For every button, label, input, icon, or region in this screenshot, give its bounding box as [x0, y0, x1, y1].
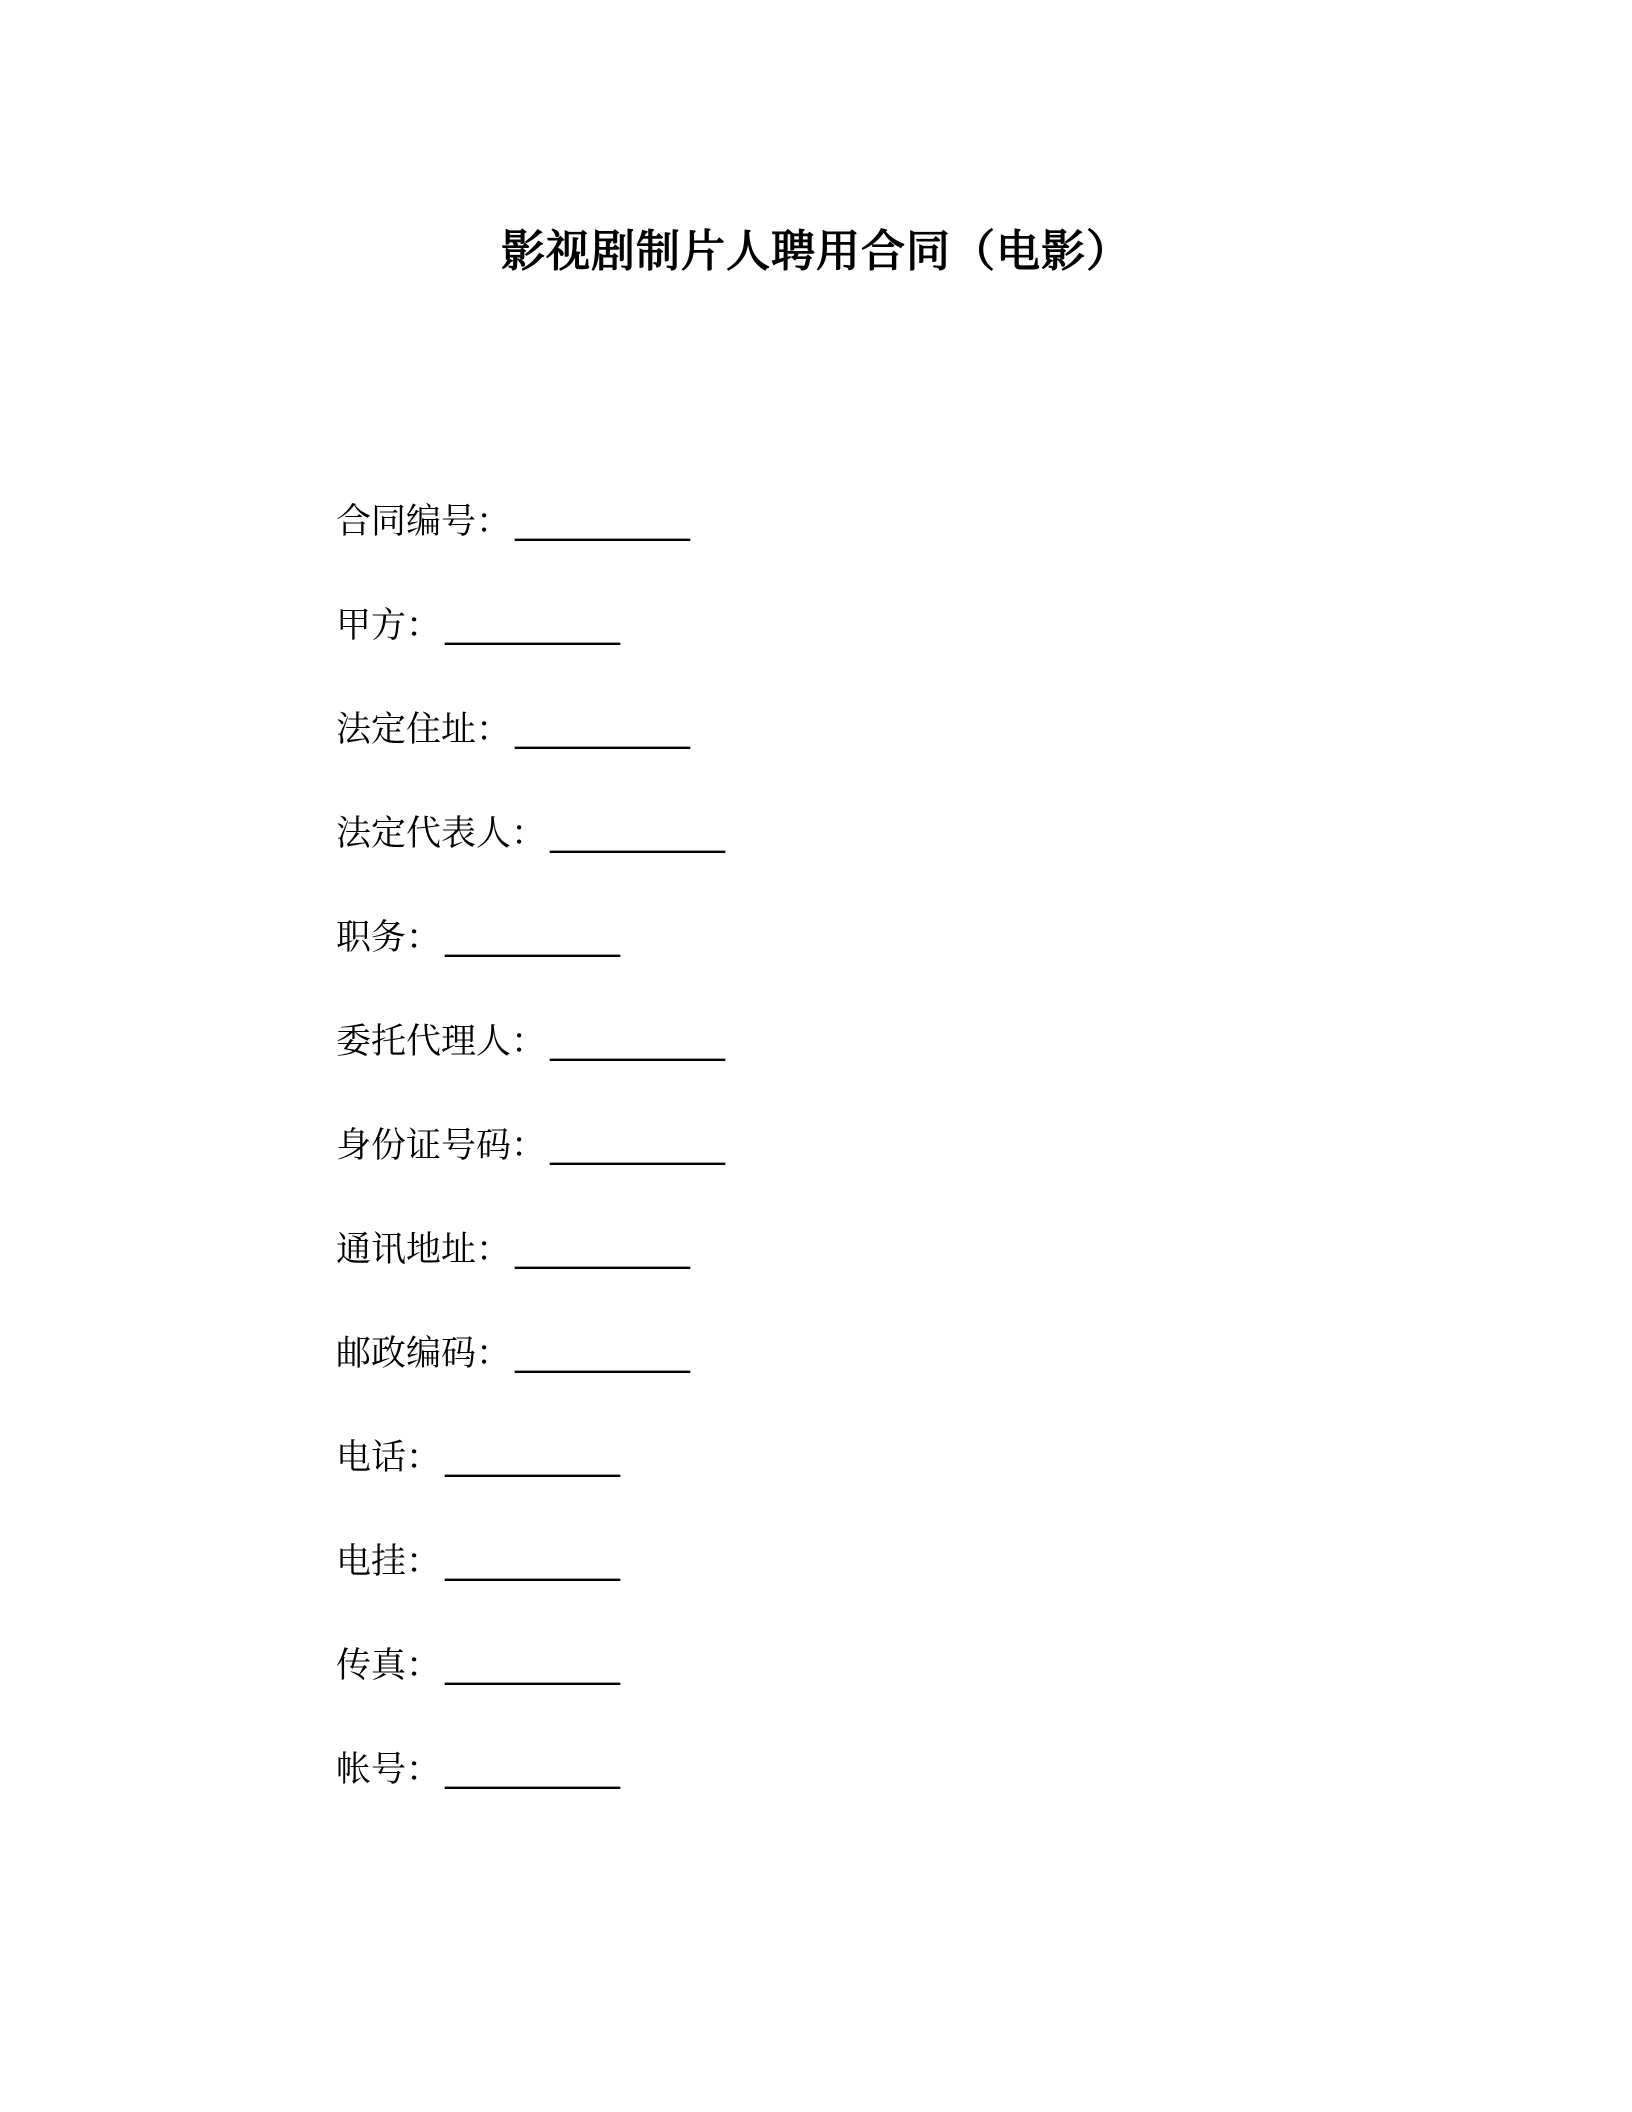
field-blank: __________ [515, 1230, 691, 1270]
field-blank: __________ [550, 1126, 726, 1166]
field-telegraph [336, 1537, 1436, 1641]
field-blank: __________ [445, 918, 621, 958]
field-label: 通讯地址： [336, 1230, 512, 1270]
field-mailing-address [336, 1225, 1436, 1329]
field-blank: __________ [445, 1646, 621, 1686]
field-label: 传真： [336, 1646, 442, 1686]
field-label: 委托代理人： [336, 1022, 547, 1062]
field-blank: __________ [515, 1334, 691, 1374]
field-label: 合同编号： [336, 502, 512, 542]
field-label: 甲方： [336, 606, 442, 646]
field-legal-address [336, 705, 1436, 809]
field-id-number [336, 1121, 1436, 1225]
document-title: 影视剧制片人聘用合同（电影） [501, 226, 1131, 277]
field-blank: __________ [445, 1542, 621, 1582]
field-party-a [336, 601, 1436, 705]
field-label: 电话： [336, 1438, 442, 1478]
field-label: 职务： [336, 918, 442, 958]
field-label: 邮政编码： [336, 1334, 512, 1374]
field-blank: __________ [550, 1022, 726, 1062]
field-blank: __________ [445, 1750, 621, 1790]
field-position [336, 913, 1436, 1017]
field-authorized-agent [336, 1017, 1436, 1121]
field-label: 帐号： [336, 1750, 442, 1790]
field-phone [336, 1433, 1436, 1537]
field-blank: __________ [515, 710, 691, 750]
party-a-fields [336, 497, 1436, 1849]
field-label: 法定住址： [336, 710, 512, 750]
field-label: 法定代表人： [336, 814, 547, 854]
field-contract-number [336, 497, 1436, 601]
field-blank: __________ [445, 606, 621, 646]
field-account-number [336, 1745, 1436, 1849]
field-blank: __________ [515, 502, 691, 542]
field-postal-code [336, 1329, 1436, 1433]
field-legal-representative [336, 809, 1436, 913]
field-fax [336, 1641, 1436, 1745]
field-label: 身份证号码： [336, 1126, 547, 1166]
field-blank: __________ [550, 814, 726, 854]
field-label: 电挂： [336, 1542, 442, 1582]
field-blank: __________ [445, 1438, 621, 1478]
